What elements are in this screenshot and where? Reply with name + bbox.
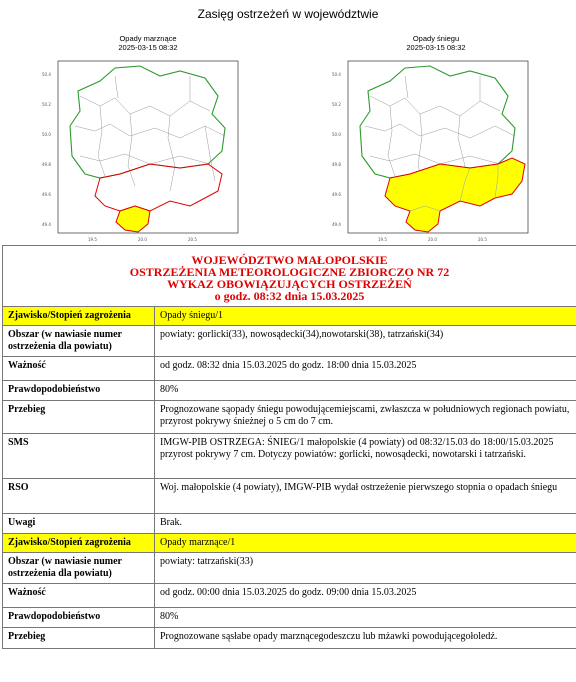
header-issue-time: o godz. 08:32 dnia 15.03.2025 bbox=[214, 289, 365, 303]
label-validity: Ważność bbox=[3, 357, 155, 381]
map-snow-title: Opady śniegu bbox=[412, 34, 460, 43]
label-phenomenon: Zjawisko/Stopień zagrożenia bbox=[3, 534, 155, 553]
svg-text:49.4: 49.4 bbox=[332, 222, 341, 227]
table-row bbox=[3, 628, 576, 649]
svg-text:49.8: 49.8 bbox=[332, 162, 341, 167]
value-remarks: Brak. bbox=[155, 514, 576, 534]
svg-text:49.6: 49.6 bbox=[332, 192, 341, 197]
svg-text:50.0: 50.0 bbox=[42, 132, 51, 137]
value-course: Prognozowane sąsłabe opady marznącegodeszczu lub mżawki powodującegołoledź. bbox=[155, 628, 576, 649]
value-probability: 80% bbox=[155, 381, 576, 401]
value-course: Prognozowane sąopady śniegu powodującemiejscami, zwłaszcza w południowych regionach powiatu, przyrost pokrywy śnieżnej o 5 cm do 7 cm. bbox=[155, 401, 576, 434]
value-validity: od godz. 00:00 dnia 15.03.2025 do godz. 09:00 dnia 15.03.2025 bbox=[155, 584, 576, 608]
label-probability: Prawdopodobieństwo bbox=[3, 608, 155, 628]
table-row bbox=[3, 479, 576, 514]
svg-text:50.2: 50.2 bbox=[332, 102, 341, 107]
table-row bbox=[3, 357, 576, 381]
table-row bbox=[3, 534, 576, 553]
svg-text:19.5: 19.5 bbox=[88, 237, 97, 242]
value-probability: 80% bbox=[155, 608, 576, 628]
label-probability: Prawdopodobieństwo bbox=[3, 381, 155, 401]
table-row bbox=[3, 553, 576, 584]
value-area: powiaty: tatrzański(33) bbox=[155, 553, 576, 584]
value-sms: IMGW-PIB OSTRZEGA: ŚNIEG/1 małopolskie (4 powiaty) od 08:32/15.03 do 18:00/15.03.2025 przyrost pokrywy 7 cm. Dotyczy powiatów: gorlicki, nowosądecki, nowotarski i tatrzański. bbox=[155, 434, 576, 479]
svg-text:49.4: 49.4 bbox=[42, 222, 51, 227]
label-course: Przebieg bbox=[3, 628, 155, 649]
label-rso: RSO bbox=[3, 479, 155, 514]
value-phenomenon: Opady marznące/1 bbox=[155, 534, 576, 553]
document-header bbox=[3, 246, 576, 307]
svg-text:49.8: 49.8 bbox=[42, 162, 51, 167]
label-course: Przebieg bbox=[3, 401, 155, 434]
svg-text:50.0: 50.0 bbox=[332, 132, 341, 137]
svg-text:20.5: 20.5 bbox=[188, 237, 197, 242]
table-row bbox=[3, 514, 576, 534]
map-freezing-title: Opady marznące bbox=[119, 34, 177, 43]
value-area: powiaty: gorlicki(33), nowosądecki(34),nowotarski(38), tatrzański(34) bbox=[155, 326, 576, 357]
svg-text:50.4: 50.4 bbox=[42, 72, 51, 77]
table-row bbox=[3, 434, 576, 479]
label-area: Obszar (w nawiasie numer ostrzeżenia dla powiatu) bbox=[3, 553, 155, 584]
page-title: Zasięg ostrzeżeń w województwie bbox=[197, 7, 379, 21]
table-row bbox=[3, 381, 576, 401]
header-warning-number: OSTRZEŻENIA METEOROLOGICZNE ZBIORCZO NR 72 bbox=[129, 265, 450, 279]
map-snowfall bbox=[330, 56, 532, 242]
label-phenomenon: Zjawisko/Stopień zagrożenia bbox=[3, 307, 155, 326]
label-validity: Ważność bbox=[3, 584, 155, 608]
header-list-title: WYKAZ OBOWIĄZUJĄCYCH OSTRZEŻEŃ bbox=[167, 277, 412, 291]
svg-text:20.5: 20.5 bbox=[478, 237, 487, 242]
warnings-table bbox=[2, 245, 576, 649]
label-sms: SMS bbox=[3, 434, 155, 479]
table-row bbox=[3, 326, 576, 357]
map-freezing-precipitation bbox=[40, 56, 242, 242]
map-freezing-timestamp: 2025-03-15 08:32 bbox=[118, 43, 178, 52]
table-row bbox=[3, 401, 576, 434]
map-title-freezing bbox=[48, 34, 248, 52]
svg-text:20.0: 20.0 bbox=[428, 237, 437, 242]
svg-text:20.0: 20.0 bbox=[138, 237, 147, 242]
header-voivodeship: WOJEWÓDZTWO MAŁOPOLSKIE bbox=[191, 253, 388, 267]
value-validity: od godz. 08:32 dnia 15.03.2025 do godz. 18:00 dnia 15.03.2025 bbox=[155, 357, 576, 381]
value-phenomenon: Opady śniegu/1 bbox=[155, 307, 576, 326]
svg-text:50.2: 50.2 bbox=[42, 102, 51, 107]
table-row bbox=[3, 307, 576, 326]
map-title-snow bbox=[336, 34, 536, 52]
value-rso: Woj. małopolskie (4 powiaty), IMGW-PIB wydał ostrzeżenie pierwszego stopnia o opadach śniegu bbox=[155, 479, 576, 514]
table-row bbox=[3, 608, 576, 628]
table-row bbox=[3, 584, 576, 608]
label-area: Obszar (w nawiasie numer ostrzeżenia dla powiatu) bbox=[3, 326, 155, 357]
svg-text:50.4: 50.4 bbox=[332, 72, 341, 77]
svg-text:49.6: 49.6 bbox=[42, 192, 51, 197]
label-remarks: Uwagi bbox=[3, 514, 155, 534]
map-snow-timestamp: 2025-03-15 08:32 bbox=[406, 43, 466, 52]
svg-text:19.5: 19.5 bbox=[378, 237, 387, 242]
